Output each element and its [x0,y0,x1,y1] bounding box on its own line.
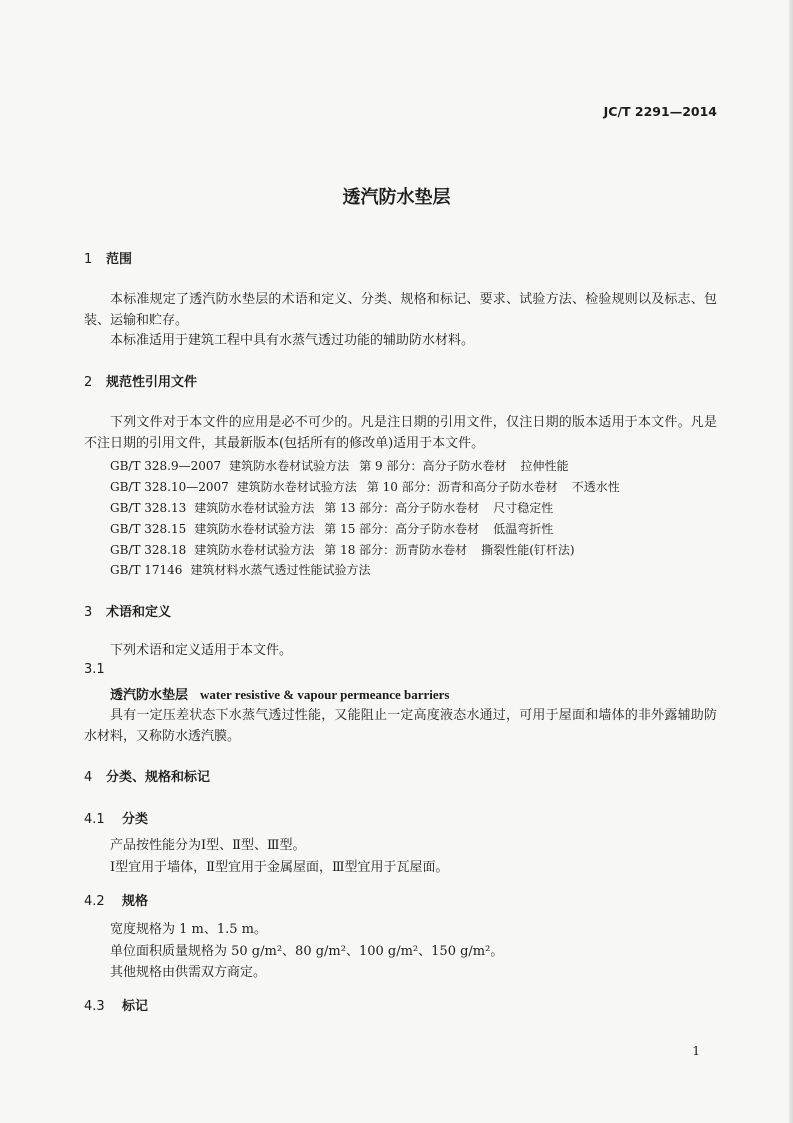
standard-code: JC/T 2291—2014 [603,104,717,119]
section-4-heading [84,766,210,785]
specification-paragraph-2: 单位面积质量规格为 50 g/m²、80 g/m²、100 g/m²、150 g/m²。 [110,944,504,959]
reference-title: 建筑防水卷材试验方法 [194,501,315,515]
subsection-number: 4.3 [84,999,105,1014]
reference-item-name: 低温弯折性 [493,522,554,536]
term-entry [110,684,449,703]
reference-item [110,541,575,558]
reference-part: 第 10 部分：沥青和高分子防水卷材 [366,480,558,494]
subsection-title: 标记 [122,999,149,1014]
reference-code: GB/T 328.10—2007 [110,480,229,494]
section-title: 术语和定义 [106,605,172,620]
reference-item [110,499,553,516]
reference-title: 建筑防水卷材试验方法 [194,522,315,536]
reference-code: GB/T 328.18 [110,543,187,557]
subsection-4-2-heading [84,890,148,909]
reference-item-name: 尺寸稳定性 [493,501,554,515]
page-number: 1 [692,1044,700,1058]
section-2-paragraph-1: 下列文件对于本文件的应用是必不可少的。凡是注日期的引用文件，仅注日期的版本适用于本文件。凡是不注日期的引用文件，其最新版本(包括所有的修改单)适用于本文件。 [84,415,717,451]
specification-paragraph-3: 其他规格由供需双方商定。 [110,965,267,980]
reference-code: GB/T 328.15 [110,522,187,536]
section-title: 范围 [106,252,133,267]
section-title: 规范性引用文件 [106,375,198,390]
section-number: 2 [84,375,93,390]
reference-item-name: 拉伸性能 [520,459,569,473]
subsection-number: 4.1 [84,812,105,827]
reference-item [110,478,620,495]
reference-title: 建筑材料水蒸气透过性能试验方法 [190,563,371,577]
section-1-paragraph-2: 本标准适用于建筑工程中具有水蒸气透过功能的辅助防水材料。 [110,333,475,348]
document-title: 透汽防水垫层 [342,187,451,208]
reference-part: 第 9 部分：高分子防水卷材 [359,459,507,473]
reference-title: 建筑防水卷材试验方法 [229,459,350,473]
section-1-heading [84,248,132,267]
section-1-paragraph-1: 本标准规定了透汽防水垫层的术语和定义、分类、规格和标记、要求、试验方法、检验规则以及标志、包装、运输和贮存。 [84,292,717,328]
reference-code: GB/T 17146 [110,563,183,577]
reference-item [110,561,380,578]
reference-part: 第 13 部分：高分子防水卷材 [324,501,480,515]
subsection-title: 分类 [122,812,149,827]
reference-title: 建筑防水卷材试验方法 [236,480,357,494]
classification-paragraph-1: 产品按性能分为Ⅰ型、Ⅱ型、Ⅲ型。 [110,838,306,853]
subsection-title: 规格 [122,894,149,909]
section-3-heading [84,601,171,620]
reference-item [110,457,568,474]
subsection-number: 4.2 [84,894,105,909]
subsection-4-3-heading [84,995,148,1014]
reference-title: 建筑防水卷材试验方法 [194,543,315,557]
section-number: 3 [84,605,93,620]
reference-code: GB/T 328.9—2007 [110,459,222,473]
section-number: 4 [84,770,93,785]
reference-code: GB/T 328.13 [110,501,187,515]
reference-part: 第 18 部分：沥青防水卷材 [324,543,468,557]
term-chinese: 透汽防水垫层 [110,688,189,703]
reference-part: 第 15 部分：高分子防水卷材 [324,522,480,536]
term-definition: 具有一定压差状态下水蒸气透过性能，又能阻止一定高度液态水通过，可用于屋面和墙体的非外露辅助防水材料，又称防水透汽膜。 [84,708,717,744]
section-number: 1 [84,252,93,267]
specification-paragraph-1: 宽度规格为 1 m、1.5 m。 [110,922,267,937]
reference-item-name: 不透水性 [571,480,620,494]
scan-edge [789,0,793,1123]
section-2-heading [84,371,197,390]
subsection-number: 3.1 [84,662,105,677]
section-3-paragraph-1: 下列术语和定义适用于本文件。 [110,643,293,658]
section-title: 分类、规格和标记 [106,770,211,785]
classification-paragraph-2: Ⅰ型宜用于墙体，Ⅱ型宜用于金属屋面，Ⅲ型宜用于瓦屋面。 [110,860,449,875]
reference-item-name: 撕裂性能(钉杆法) [481,543,575,557]
term-english: water resistive & vapour permeance barriers [200,687,450,702]
reference-item [110,520,553,537]
subsection-4-1-heading [84,808,148,827]
